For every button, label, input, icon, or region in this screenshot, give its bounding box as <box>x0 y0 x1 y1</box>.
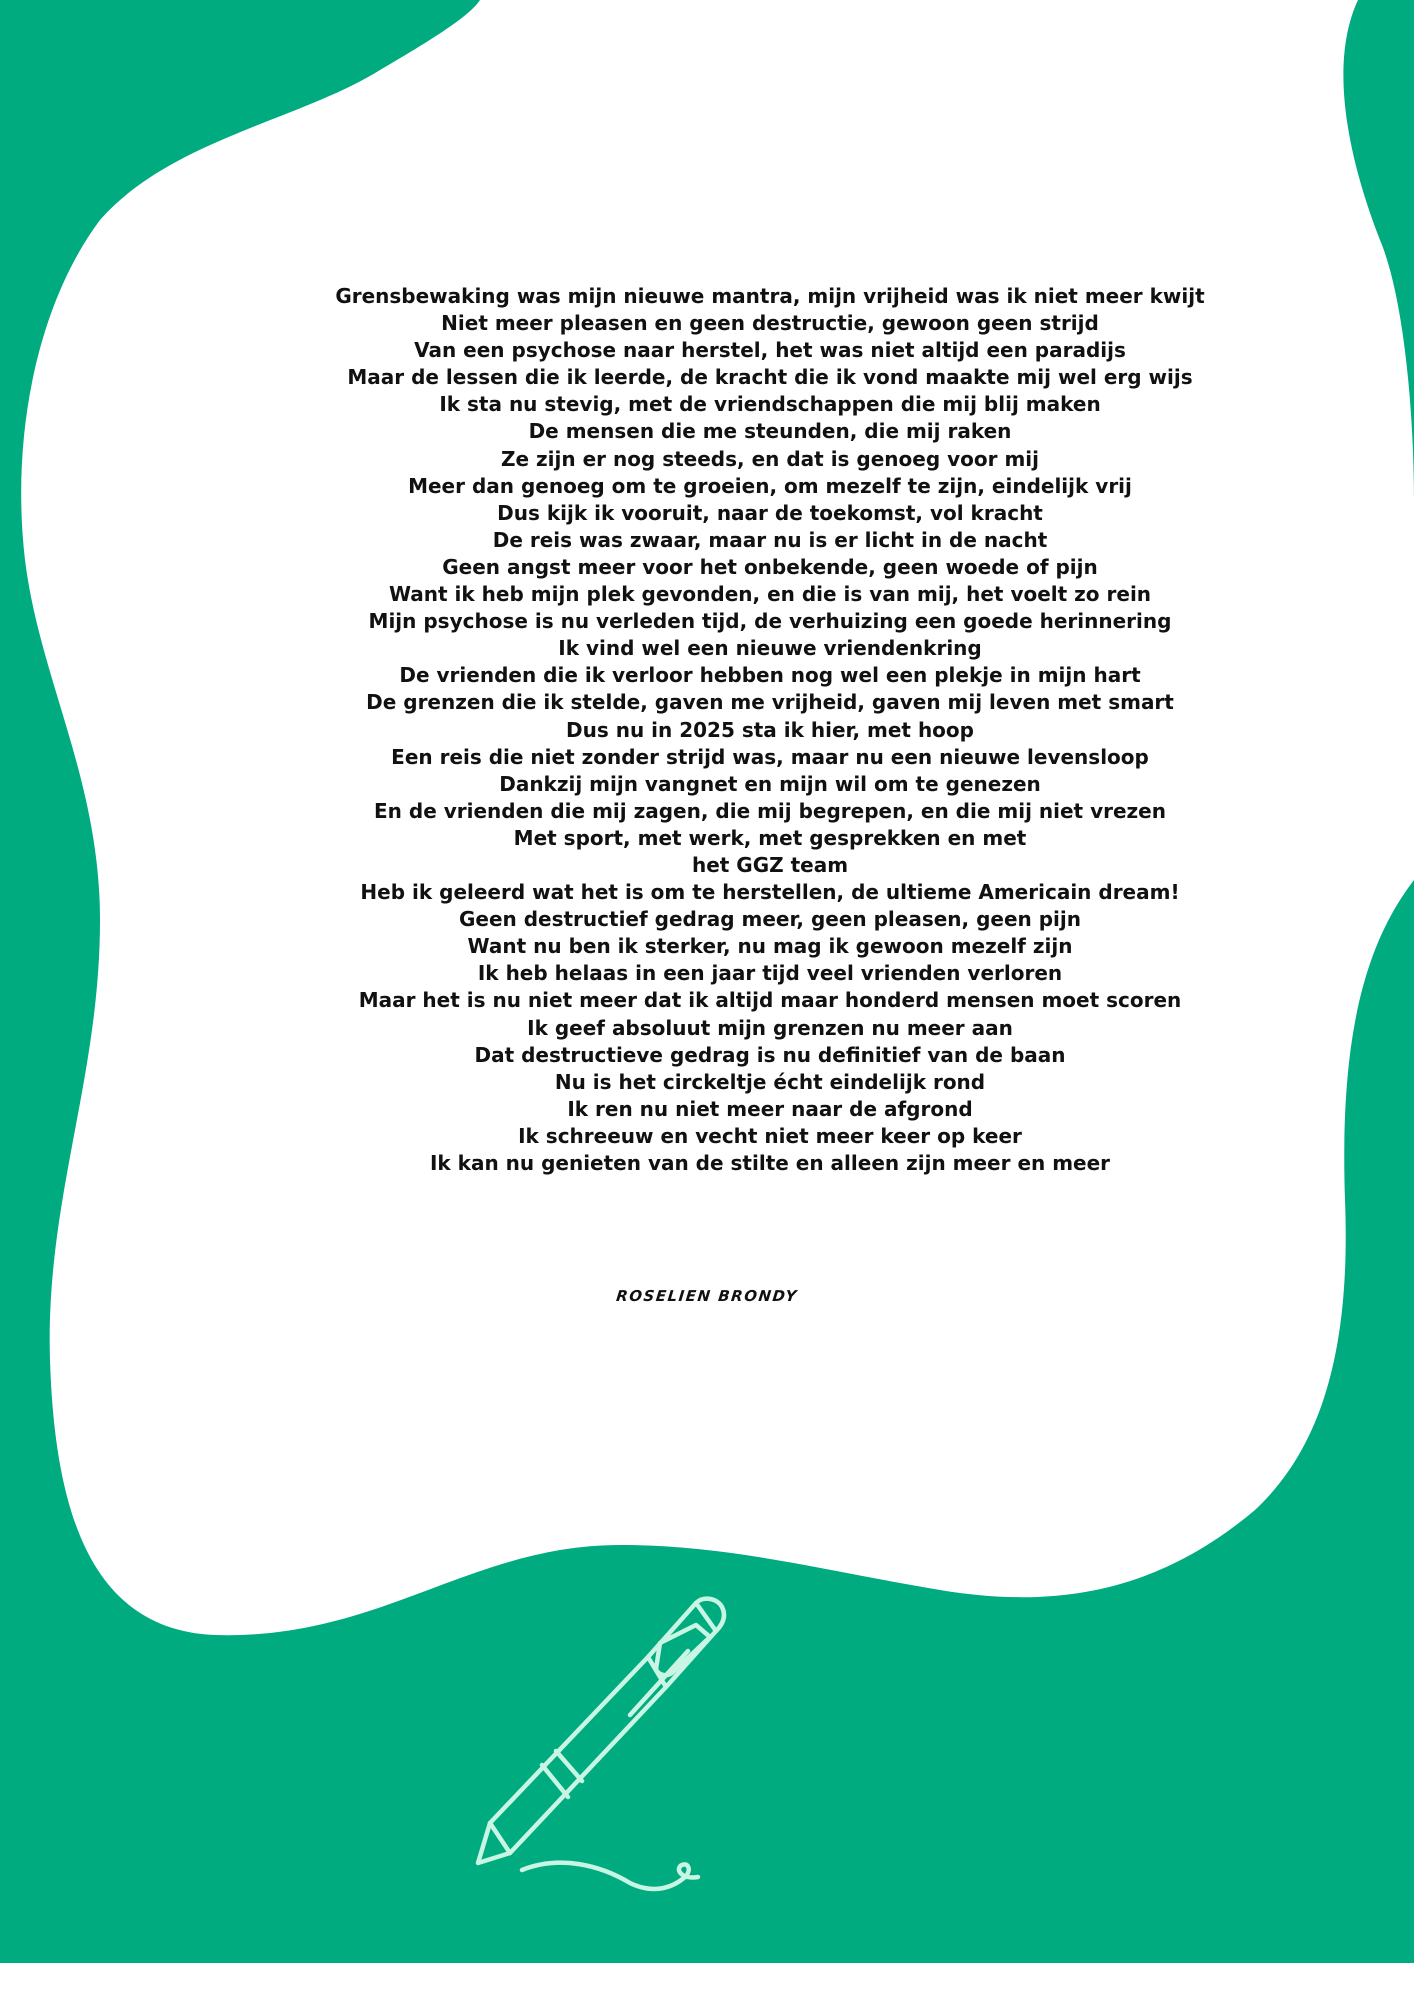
author-signature: ROSELIEN BRONDY <box>615 1287 799 1305</box>
poem-line: Dus nu in 2025 sta ik hier, met hoop <box>566 717 974 742</box>
poem-line: Mijn psychose is nu verleden tijd, de verhuizing een goede herinnering <box>368 609 1172 634</box>
poem-line: Ik ren nu niet meer naar de afgrond <box>567 1096 973 1121</box>
pen-icon <box>460 1565 760 1895</box>
poem-line: Meer dan genoeg om te groeien, om mezelf te zijn, eindelijk vrij <box>408 473 1132 498</box>
poem-line: De grenzen die ik stelde, gaven me vrijheid, gaven mij leven met smart <box>366 690 1174 715</box>
poem-line: Een reis die niet zonder strijd was, maar nu een nieuwe levensloop <box>391 744 1149 769</box>
poem-line: Van een psychose naar herstel, het was niet altijd een paradijs <box>414 338 1126 363</box>
poem-line: Dat destructieve gedrag is nu definitief van de baan <box>474 1042 1066 1067</box>
poem-line: Maar de lessen die ik leerde, de kracht die ik vond maakte mij wel erg wijs <box>347 365 1193 390</box>
poem-line: Ik geef absoluut mijn grenzen nu meer aan <box>527 1015 1013 1040</box>
poem-line: Ik vind wel een nieuwe vriendenkring <box>558 636 982 661</box>
poem-line: Maar het is nu niet meer dat ik altijd maar honderd mensen moet scoren <box>358 988 1182 1013</box>
poem-line: Grensbewaking was mijn nieuwe mantra, mijn vrijheid was ik niet meer kwijt <box>335 284 1205 308</box>
poem-line: Geen destructief gedrag meer, geen pleasen, geen pijn <box>458 907 1082 932</box>
poem-line: De reis was zwaar, maar nu is er licht in de nacht <box>492 527 1048 552</box>
poem-line: Ik schreeuw en vecht niet meer keer op keer <box>518 1123 1022 1148</box>
poem-line: Met sport, met werk, met gesprekken en met <box>513 825 1027 850</box>
poem-line: Niet meer pleasen en geen destructie, gewoon geen strijd <box>441 311 1099 336</box>
poem-line: De vrienden die ik verloor hebben nog wel een plekje in mijn hart <box>399 663 1141 688</box>
poem-line: Want nu ben ik sterker, nu mag ik gewoon mezelf zijn <box>467 934 1073 959</box>
pen-scribble <box>522 1863 698 1889</box>
pen-body <box>478 1599 724 1863</box>
poem-text <box>250 283 1290 1177</box>
poem-line: En de vrienden die mij zagen, die mij begrepen, en die mij niet vrezen <box>374 798 1166 823</box>
poem-line: Dus kijk ik vooruit, naar de toekomst, vol kracht <box>497 500 1043 525</box>
poem-line: De mensen die me steunden, die mij raken <box>528 419 1012 444</box>
poem-line: Ze zijn er nog steeds, en dat is genoeg voor mij <box>500 446 1040 471</box>
poem-line: Ik heb helaas in een jaar tijd veel vrienden verloren <box>477 961 1063 986</box>
poem-line: Dankzij mijn vangnet en mijn wil om te genezen <box>499 771 1041 796</box>
poem-line: Ik kan nu genieten van de stilte en alleen zijn meer en meer <box>429 1151 1111 1175</box>
poem-line: Want ik heb mijn plek gevonden, en die is van mij, het voelt zo rein <box>388 582 1152 607</box>
poem-line: het GGZ team <box>691 852 849 877</box>
poem-line: Geen angst meer voor het onbekende, geen woede of pijn <box>442 554 1098 579</box>
poem-line: Ik sta nu stevig, met de vriendschappen die mij blij maken <box>439 392 1101 417</box>
poem-line: Heb ik geleerd wat het is om te herstellen, de ultieme Americain dream! <box>360 880 1180 905</box>
poem-line: Nu is het circkeltje écht eindelijk rond <box>554 1069 986 1094</box>
